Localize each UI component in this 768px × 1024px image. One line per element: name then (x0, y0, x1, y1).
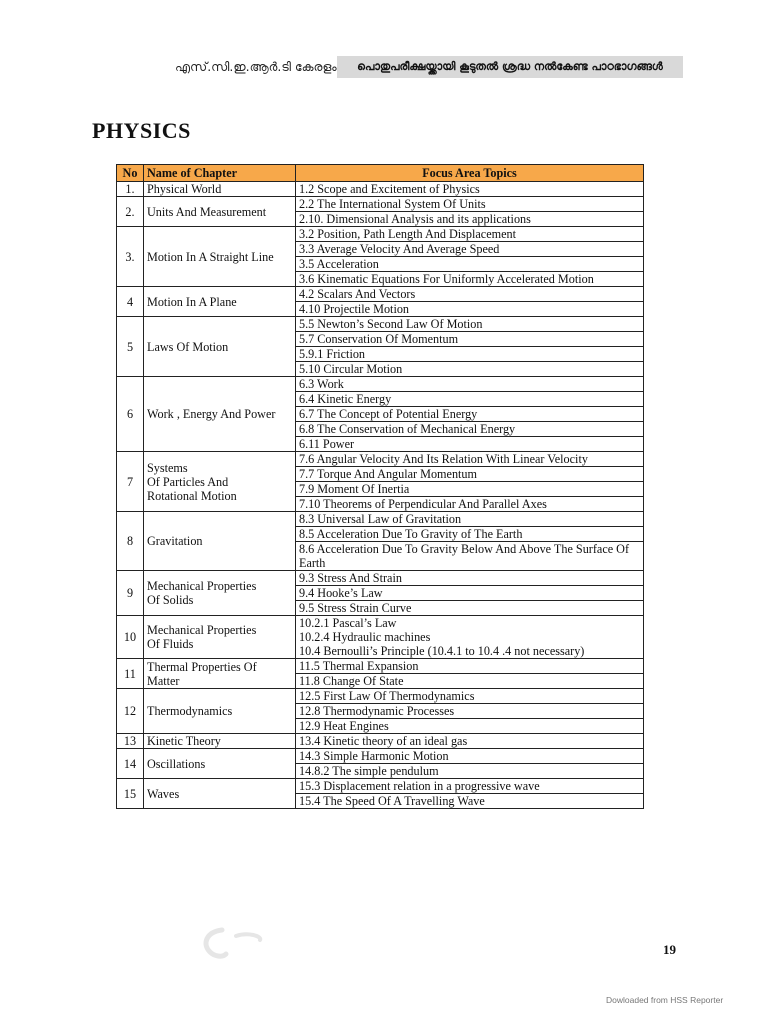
table-row (117, 689, 644, 704)
focus-topic: 1.2 Scope and Excitement of Physics (296, 182, 644, 197)
chapter-number: 3. (117, 227, 144, 287)
page-header (175, 56, 685, 80)
focus-topic: 15.4 The Speed Of A Travelling Wave (296, 794, 644, 809)
focus-topic: 12.5 First Law Of Thermodynamics (296, 689, 644, 704)
focus-topic: 11.5 Thermal Expansion (296, 659, 644, 674)
page-number: 19 (663, 942, 676, 957)
focus-topic: 14.3 Simple Harmonic Motion (296, 749, 644, 764)
focus-topic: 9.3 Stress And Strain (296, 571, 644, 586)
focus-topic: 12.8 Thermodynamic Processes (296, 704, 644, 719)
focus-topic: 11.8 Change Of State (296, 674, 644, 689)
chapter-number: 14 (117, 749, 144, 779)
chapter-number: 11 (117, 659, 144, 689)
table-row (117, 452, 644, 467)
focus-topic: 3.5 Acceleration (296, 257, 644, 272)
chapter-name: Laws Of Motion (144, 317, 296, 377)
chapter-number: 10 (117, 616, 144, 659)
chapter-name: Oscillations (144, 749, 296, 779)
focus-topic: 9.4 Hooke’s Law (296, 586, 644, 601)
table-row (117, 317, 644, 332)
focus-topic: 8.5 Acceleration Due To Gravity of The Earth (296, 527, 644, 542)
chapter-name: Mechanical Properties Of Solids (144, 571, 296, 616)
header-focus-topics: Focus Area Topics (296, 165, 644, 182)
header-no: No (117, 165, 144, 182)
focus-topic: 14.8.2 The simple pendulum (296, 764, 644, 779)
table-row (117, 616, 644, 659)
chapter-number: 13 (117, 734, 144, 749)
chapter-name: Work , Energy And Power (144, 377, 296, 452)
focus-topic: 2.10. Dimensional Analysis and its applications (296, 212, 644, 227)
focus-topic: 7.6 Angular Velocity And Its Relation With Linear Velocity (296, 452, 644, 467)
focus-topic: 13.4 Kinetic theory of an ideal gas (296, 734, 644, 749)
focus-topic: 6.11 Power (296, 437, 644, 452)
focus-topic: 7.10 Theorems of Perpendicular And Parallel Axes (296, 497, 644, 512)
focus-topic: 6.8 The Conservation of Mechanical Energy (296, 422, 644, 437)
focus-topic: 4.10 Projectile Motion (296, 302, 644, 317)
footer-credit: Dowloaded from HSS Reporter (606, 995, 724, 1005)
chapter-name: Thermal Properties Of Matter (144, 659, 296, 689)
chapter-number: 9 (117, 571, 144, 616)
focus-topic: 2.2 The International System Of Units (296, 197, 644, 212)
table-header-row (117, 165, 644, 182)
chapter-name: Gravitation (144, 512, 296, 571)
chapter-number: 7 (117, 452, 144, 512)
focus-topic: 8.6 Acceleration Due To Gravity Below And Above The Surface Of Earth (296, 542, 644, 571)
focus-topic: 6.3 Work (296, 377, 644, 392)
chapter-number: 6 (117, 377, 144, 452)
chapter-name: Thermodynamics (144, 689, 296, 734)
chapter-number: 15 (117, 779, 144, 809)
focus-topic: 7.9 Moment Of Inertia (296, 482, 644, 497)
chapter-name: Physical World (144, 182, 296, 197)
table-row (117, 182, 644, 197)
chapter-number: 5 (117, 317, 144, 377)
focus-topic: 5.9.1 Friction (296, 347, 644, 362)
table-row (117, 377, 644, 392)
page-title: PHYSICS (92, 118, 191, 143)
chapter-name: Units And Measurement (144, 197, 296, 227)
focus-topic: 15.3 Displacement relation in a progressive wave (296, 779, 644, 794)
watermark-logo (196, 926, 266, 962)
focus-topic: 4.2 Scalars And Vectors (296, 287, 644, 302)
focus-topic: 6.4 Kinetic Energy (296, 392, 644, 407)
chapter-number: 8 (117, 512, 144, 571)
chapter-number: 1. (117, 182, 144, 197)
table-row (117, 227, 644, 242)
table-row (117, 749, 644, 764)
focus-topic: 10.2.1 Pascal’s Law 10.2.4 Hydraulic machines 10.4 Bernoulli’s Principle (10.4.1 to 10.4 .4 not necessary) (296, 616, 644, 659)
chapter-name: Mechanical Properties Of Fluids (144, 616, 296, 659)
chapter-name: Motion In A Straight Line (144, 227, 296, 287)
table-row (117, 571, 644, 586)
focus-topic: 3.2 Position, Path Length And Displacement (296, 227, 644, 242)
focus-topic: 12.9 Heat Engines (296, 719, 644, 734)
table-row (117, 734, 644, 749)
table-row (117, 197, 644, 212)
focus-topic: 5.10 Circular Motion (296, 362, 644, 377)
table-row (117, 287, 644, 302)
chapter-name: Systems Of Particles And Rotational Motion (144, 452, 296, 512)
header-publisher: എസ്.സി.ഇ.ആർ.ടി കേരളം (175, 59, 337, 74)
focus-topic: 3.3 Average Velocity And Average Speed (296, 242, 644, 257)
chapter-number: 4 (117, 287, 144, 317)
table-row (117, 512, 644, 527)
chapter-number: 2. (117, 197, 144, 227)
focus-topic: 5.7 Conservation Of Momentum (296, 332, 644, 347)
chapter-table (116, 164, 644, 809)
table-row (117, 779, 644, 794)
chapter-name: Kinetic Theory (144, 734, 296, 749)
focus-topic: 9.5 Stress Strain Curve (296, 601, 644, 616)
focus-topic: 7.7 Torque And Angular Momentum (296, 467, 644, 482)
header-chapter-name: Name of Chapter (144, 165, 296, 182)
focus-topic: 3.6 Kinematic Equations For Uniformly Accelerated Motion (296, 272, 644, 287)
table-body (117, 182, 644, 809)
header-subtitle-banner: പൊതുപരീക്ഷയ്ക്കായി കൂടുതൽ ശ്രദ്ധ നൽകേണ്ട പാഠഭാഗങ്ങൾ (337, 56, 683, 78)
chapter-name: Waves (144, 779, 296, 809)
focus-topic: 8.3 Universal Law of Gravitation (296, 512, 644, 527)
focus-topic: 6.7 The Concept of Potential Energy (296, 407, 644, 422)
chapter-name: Motion In A Plane (144, 287, 296, 317)
focus-topic: 5.5 Newton’s Second Law Of Motion (296, 317, 644, 332)
chapter-number: 12 (117, 689, 144, 734)
table-row (117, 659, 644, 674)
